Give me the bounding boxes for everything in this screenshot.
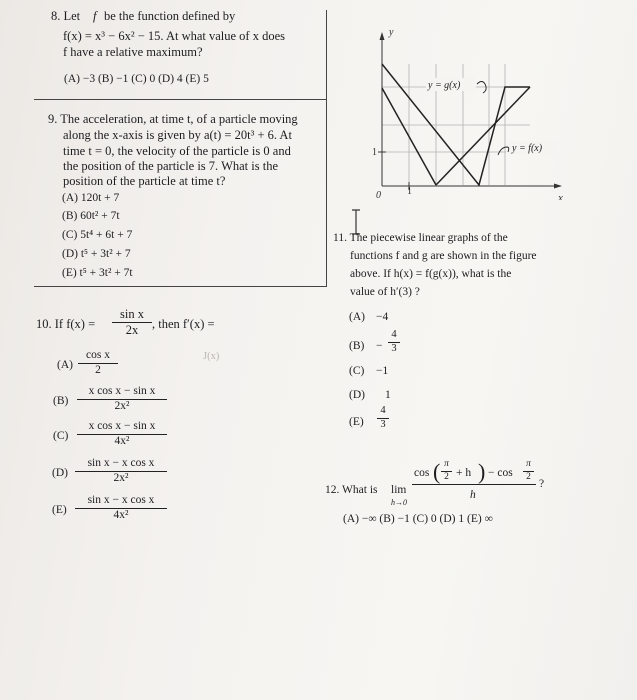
q11-choice-c: −1 <box>376 365 389 377</box>
q11-choice-e <box>377 406 389 430</box>
q8-line2: f(x) = x³ − 6x² − 15. At what value of x does <box>63 29 286 43</box>
q12-two-a: 2 <box>444 471 449 482</box>
q12-pi-over-2-a <box>441 460 452 482</box>
x-axis-arrow <box>554 184 562 189</box>
q11-label-d: (D) <box>349 389 365 401</box>
origin-label: 0 <box>376 190 381 200</box>
q11-label-b: (B) <box>349 340 365 352</box>
q12-main-fraction-bar <box>412 484 536 485</box>
q12-lim-subscript: h→0 <box>391 498 407 507</box>
q10-c-numerator: x cos x − sin x <box>88 420 156 432</box>
q11-line-1: 11. The piecewise linear graphs of the <box>333 232 508 244</box>
q8-choices: (A) −3 (B) −1 (C) 0 (D) 4 (E) 5 <box>64 73 209 85</box>
q10-label-e: (E) <box>52 504 67 516</box>
q10-def-numerator: sin x <box>120 307 144 321</box>
q12-paren-close: ) <box>478 459 486 484</box>
q10-tail: , then f′(x) = <box>152 317 215 331</box>
q11-label-a: (A) <box>349 311 365 323</box>
q10-choice-c <box>77 421 167 447</box>
q10-b-denominator: 2x² <box>114 399 130 412</box>
divider-q8 <box>34 99 326 100</box>
q12-num-cos: cos <box>414 467 430 479</box>
q12-pi-a: π <box>444 459 449 469</box>
y-axis-arrow <box>380 32 385 40</box>
q10-choice-e <box>75 495 167 521</box>
q10-a-numerator: cos x <box>86 349 110 361</box>
f-label: y = f(x) <box>512 143 543 154</box>
q10-a-denominator: 2 <box>95 363 101 376</box>
x-axis-label: x <box>558 192 563 200</box>
q9-line-1: 9. The acceleration, at time t, of a particle moving <box>48 112 298 126</box>
q10-e-numerator: sin x − x cos x <box>87 494 155 506</box>
q12-pi-b: π <box>526 459 531 469</box>
q12-paren-open: ( <box>433 459 441 484</box>
q10-choice-b <box>77 386 167 412</box>
q11-line-3: above. If h(x) = f(g(x)), what is the <box>350 268 512 280</box>
q11-choice-b <box>388 330 400 354</box>
column-divider <box>326 10 327 287</box>
q9-line-2: along the x-axis is given by a(t) = 20t³ + 6. At <box>63 128 292 142</box>
q11-e-denominator: 3 <box>380 418 386 430</box>
q11-line-2: functions f and g are shown in the figure <box>350 250 537 262</box>
q11-label-e: (E) <box>349 416 364 428</box>
q11-b-denominator: 3 <box>391 342 397 354</box>
q12-lead: 12. What is <box>325 484 378 496</box>
q9-choice-a: (A) 120t + 7 <box>62 192 120 204</box>
y-axis-label: y <box>389 27 394 38</box>
q11-label-c: (C) <box>349 365 365 377</box>
q8-lead-rest: be the function defined by <box>104 9 236 23</box>
q11-choice-d: 1 <box>385 389 391 401</box>
q11-b-numerator: 4 <box>391 329 397 340</box>
q12-question-mark: ? <box>539 478 545 490</box>
q8-lead: 8. Let <box>51 9 81 23</box>
q11-e-numerator: 4 <box>380 405 386 416</box>
q9-choice-c: (C) 5t⁴ + 6t + 7 <box>62 229 133 241</box>
q10-label-c: (C) <box>53 430 69 442</box>
q12-denominator: h <box>470 489 476 501</box>
q10-definition-fraction <box>112 308 152 336</box>
q11-choice-a: −4 <box>376 311 389 323</box>
q12-num-minus-cos: − cos <box>488 467 513 479</box>
q10-c-denominator: 4x² <box>114 434 130 447</box>
q9-line-5: position of the particle at time t? <box>63 174 226 188</box>
q10-d-numerator: sin x − x cos x <box>87 457 155 469</box>
q9-choice-d: (D) t⁵ + 3t² + 7 <box>62 248 131 260</box>
q10-label-a: (A) <box>57 359 73 371</box>
q10-choice-d <box>75 458 167 484</box>
q12-pi-over-2-b <box>523 460 534 482</box>
q10-b-numerator: x cos x − sin x <box>88 385 156 397</box>
q10-d-denominator: 2x² <box>113 471 129 484</box>
q10-faint-mark: J(x) <box>203 351 220 362</box>
q8-lead-f: f <box>93 9 97 23</box>
graph-f-and-g <box>360 20 570 200</box>
g-label: y = g(x) <box>428 80 461 91</box>
q10-def-denominator: 2x <box>125 322 139 337</box>
q8-line3: f have a relative maximum? <box>63 45 203 59</box>
q10-e-denominator: 4x² <box>113 508 129 521</box>
q10-label-b: (B) <box>53 395 69 407</box>
q9-choice-b: (B) 60t² + 7t <box>62 210 120 222</box>
q12-two-b: 2 <box>526 471 531 482</box>
y-tick-label: 1 <box>372 147 377 158</box>
x-tick-label: 1 <box>407 186 412 197</box>
q9-line-4: the position of the particle is 7. What is the <box>63 159 279 173</box>
q12-num-plus-h: + h <box>456 467 472 479</box>
q9-choice-e: (E) t⁵ + 3t² + 7t <box>62 267 133 279</box>
q11-b-sign: − <box>376 340 383 352</box>
q11-line-4: value of h′(3) ? <box>350 286 420 298</box>
q9-line-3: time t = 0, the velocity of the particle is 0 and <box>63 144 291 158</box>
q10-lead: 10. If f(x) = <box>36 317 96 331</box>
q12-choices: (A) −∞ (B) −1 (C) 0 (D) 1 (E) ∞ <box>343 513 493 525</box>
q10-label-d: (D) <box>52 467 68 479</box>
q12-lim: lim <box>391 484 407 496</box>
divider-q9 <box>34 286 326 287</box>
q10-choice-a <box>78 350 118 376</box>
